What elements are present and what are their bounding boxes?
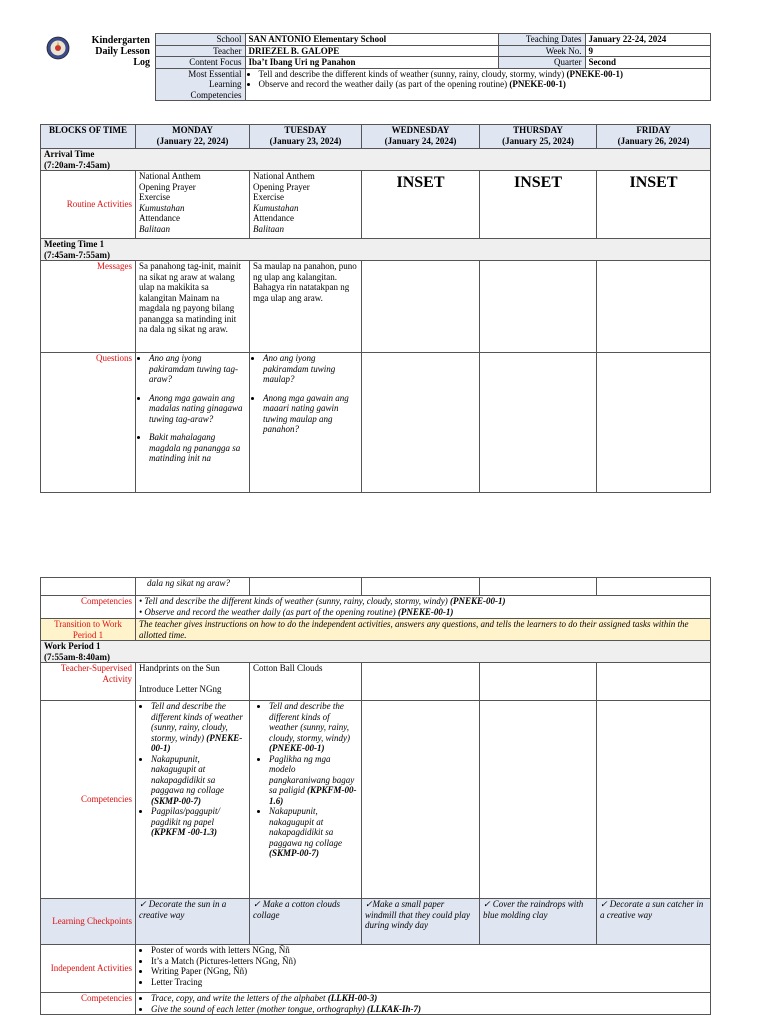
mel-item: • Observe and record the weather daily (as part of the opening routine) (PNEKE-00-1): [259, 79, 707, 90]
message-friday: [597, 261, 711, 353]
message-tuesday: Sa maulap na panahon, puno ng ulap ang kalangitan. Bahagya rin natatakpan ng mga ulap ang araw.: [250, 261, 362, 353]
content-focus-value: Iba’t Ibang Uri ng Panahon: [245, 57, 498, 69]
transition-text: The teacher gives instructions on how to do the independent activities, answers any questions, and tells the learners to do their assigned tasks within the allotted time.: [136, 619, 711, 641]
question-item: • Anong mga gawain ang maaari nating gawin tuwing maulap ang panahon?: [263, 393, 358, 435]
mel-content: [245, 68, 710, 101]
header-table: [40, 33, 711, 101]
learning-checkpoints-label: Learning Checkpoints: [41, 899, 136, 945]
teacher-supervised-label: Teacher-Supervised Activity: [41, 663, 136, 701]
routine-activities-label: Routine Activities: [41, 171, 136, 239]
tsa-tuesday: Cotton Ball Clouds: [250, 663, 362, 701]
competencies-tuesday: [250, 701, 362, 899]
title-kindergarten: Kindergarten: [91, 34, 150, 46]
independent-activities: [136, 945, 711, 993]
tsa-monday: Handprints on the Sun Introduce Letter NGng: [136, 663, 250, 701]
question-item: • Ano ang iyong pakiramdam tuwing maulap?: [263, 353, 358, 385]
work-period-table: [40, 577, 711, 1015]
deped-seal-icon: [46, 36, 70, 60]
week-label: Week No.: [498, 45, 585, 57]
work-period-section: Work Period 1 (7:55am-8:40am): [41, 641, 711, 663]
question-item: • Ano ang iyong pakiramdam tuwing tag-araw?: [149, 353, 246, 385]
competencies-work-label: Competencies: [41, 701, 136, 899]
logo-title-cell: [40, 34, 155, 101]
checkpoint-friday: ✓ Decorate a sun catcher in a creative way: [597, 899, 711, 945]
activity-item: • It’s a Match (Pictures-letters NGng, Ññ): [151, 956, 707, 967]
competencies-meeting: • Tell and describe the different kinds of weather (sunny, rainy, cloudy, stormy, windy) (PNEKE-00-1) • Observe and record the weather daily (as part of the opening routine) (PNEKE-00-1): [136, 596, 711, 619]
message-wednesday: [362, 261, 480, 353]
teaching-dates-label: Teaching Dates: [498, 34, 585, 46]
checkpoint-tuesday: ✓ Make a cotton clouds collage: [250, 899, 362, 945]
transition-label: Transition to Work Period 1: [41, 619, 136, 641]
col-tuesday: TUESDAY (January 23, 2024): [250, 125, 362, 149]
activity-item: • Poster of words with letters NGng, Ññ: [151, 945, 707, 956]
meeting-time-section: Meeting Time 1 (7:45am-7:55am): [41, 239, 711, 261]
teaching-dates-value: January 22-24, 2024: [585, 34, 710, 46]
competencies-label: Competencies: [41, 596, 136, 619]
schedule-table: [40, 124, 711, 493]
schedule-block: [40, 124, 710, 493]
question-item: • Anong mga gawain ang madalas nating ginagawa tuwing tag-araw?: [149, 393, 246, 425]
mel-label: Most Essential Learning Competencies: [155, 68, 245, 101]
question-item: • Bakit mahalagang magdala ng panangga sa matinding init na: [149, 432, 246, 464]
activity-item: • Letter Tracing: [151, 977, 707, 988]
checkpoint-monday: ✓ Decorate the sun in a creative way: [136, 899, 250, 945]
questions-monday: [136, 353, 250, 493]
messages-label: Messages: [41, 261, 136, 353]
col-thursday: THURSDAY (January 25, 2024): [480, 125, 597, 149]
col-friday: FRIDAY (January 26, 2024): [597, 125, 711, 149]
competencies-monday: [136, 701, 250, 899]
competency-item: • Trace, copy, and write the letters of the alphabet (LLKH-00-3): [151, 993, 707, 1004]
title-daily-lesson-log: Daily Lesson Log: [95, 45, 150, 68]
cont-label-cell: [41, 578, 136, 596]
week-value: 9: [585, 45, 710, 57]
competency-item: • Nakapupunit, nakagugupit at nakapagdidikit sa paggawa ng collage (SKMP-00-7): [269, 806, 358, 859]
competency-item: • Give the sound of each letter (mother tongue, orthography) (LLKAK-Ih-7): [151, 1004, 707, 1015]
questions-friday: [597, 353, 711, 493]
questions-tuesday: [250, 353, 362, 493]
teacher-label: Teacher: [155, 45, 245, 57]
checkpoint-thursday: ✓ Cover the raindrops with blue molding clay: [480, 899, 597, 945]
message-monday: Sa panahong tag-init, mainit na sikat ng araw at walang ulap na makikita sa kalangitan Mainam na magdala ng payong bilang panangga sa matinding init na dala ng sikat ng araw.: [136, 261, 250, 353]
competency-item: • Tell and describe the different kinds of weather (sunny, rainy, cloudy, stormy, windy) (PNEKE-00-1): [151, 701, 246, 754]
inset-friday: INSET: [597, 171, 711, 239]
questions-wednesday: [362, 353, 480, 493]
quarter-value: Second: [585, 57, 710, 69]
independent-activities-label: Independent Activities: [41, 945, 136, 993]
check-icon: ✓: [365, 899, 373, 909]
teacher-value: DRIEZEL B. GALOPE: [245, 45, 498, 57]
competency-item: • Paglikha ng mga modelo pangkaraniwang bagay sa paligid (KPKFM-00-1.6): [269, 754, 358, 807]
mel-item: • Tell and describe the different kinds of weather (sunny, rainy, cloudy, stormy, windy) (PNEKE-00-1): [259, 69, 707, 80]
question-continued: dala ng sikat ng araw?: [136, 578, 250, 596]
col-monday: MONDAY (January 22, 2024): [136, 125, 250, 149]
activity-item: • Writing Paper (NGng, Ññ): [151, 966, 707, 977]
check-icon: ✓: [139, 899, 147, 909]
competencies-independent-label: Competencies: [41, 993, 136, 1015]
routine-tuesday: National Anthem Opening Prayer Exercise Kumustahan Attendance Balitaan: [250, 171, 362, 239]
check-icon: ✓: [600, 899, 608, 909]
questions-thursday: [480, 353, 597, 493]
inset-wednesday: INSET: [362, 171, 480, 239]
questions-label: Questions: [41, 353, 136, 493]
competency-item: • Pagpilas/paggupit/ pagdikit ng papel (KPKFM -00-1.3): [151, 806, 246, 838]
competency-item: • Nakapupunit, nakagugupit at nakapagdidikit sa paggawa ng collage (SKMP-00-7): [151, 754, 246, 807]
quarter-label: Quarter: [498, 57, 585, 69]
school-label: School: [155, 34, 245, 46]
inset-thursday: INSET: [480, 171, 597, 239]
col-wednesday: WEDNESDAY (January 24, 2024): [362, 125, 480, 149]
col-blocks-of-time: BLOCKS OF TIME: [41, 125, 136, 149]
competency-item: • Tell and describe the different kinds of weather (sunny, rainy, cloudy, stormy, windy) (PNEKE-00-1): [269, 701, 358, 754]
routine-monday: National Anthem Opening Prayer Exercise Kumustahan Attendance Balitaan: [136, 171, 250, 239]
checkpoint-wednesday: ✓Make a small paper windmill that they could play during windy day: [362, 899, 480, 945]
school-value: SAN ANTONIO Elementary School: [245, 34, 498, 46]
check-icon: ✓: [253, 899, 261, 909]
content-focus-label: Content Focus: [155, 57, 245, 69]
arrival-time-section: Arrival Time (7:20am-7:45am): [41, 149, 711, 171]
check-icon: ✓: [483, 899, 491, 909]
page2-block: [40, 577, 710, 1015]
message-thursday: [480, 261, 597, 353]
header-block: [40, 33, 710, 101]
competencies-independent: [136, 993, 711, 1015]
